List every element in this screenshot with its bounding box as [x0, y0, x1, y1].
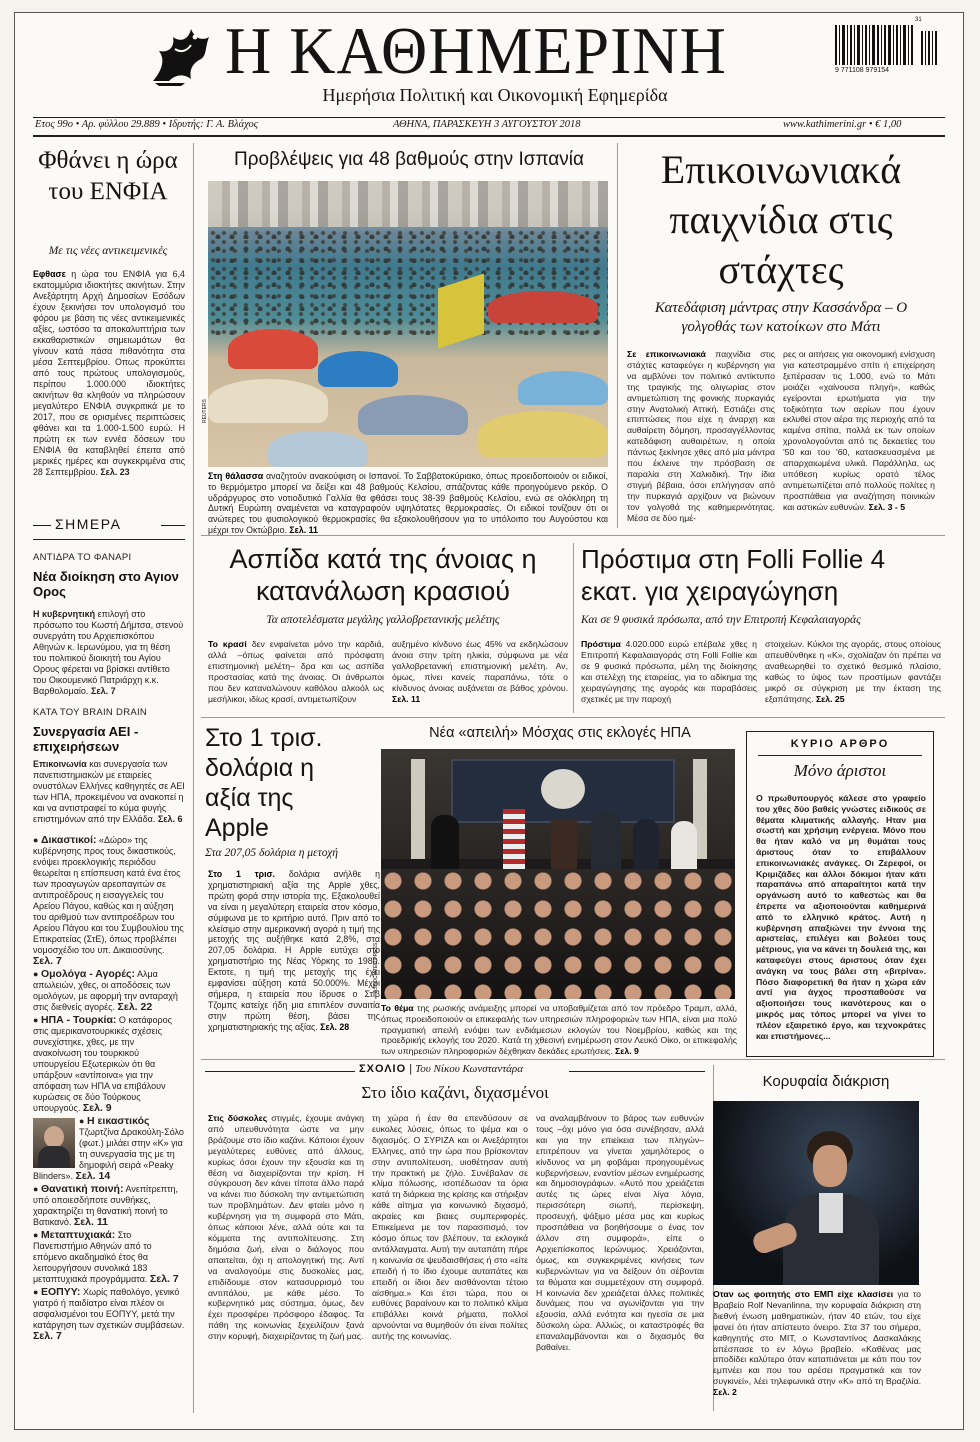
award-headline: Κορυφαία διάκριση: [762, 1073, 890, 1090]
today-rule-under: [33, 539, 185, 540]
editorial-label: ΚΥΡΙΟ ΑΡΘΡΟ: [790, 738, 890, 750]
wine-deck: Τα αποτελέσματα μεγάλης γαλλοβρετανικής μελέτης: [266, 614, 500, 626]
column-body-col3: να αναλαμβάνουν το βάρος των ευθυνών τους –όχι μόνο για όσα συνέβησαν, αλλά και για την επιείκεια των πληγών– επιτρέπουν να γίνεται χαμηλότερος ο κίνδυνος να μη φοβάμαι προηγουμένως κυβερνήσεων, εναντίον μέσων ενημέρωσης και δημοσιογράφων. «Αυτό που χρειάζεται αυτές τις ώρες είναι λίγα λόγια, περισσότερη σιωπή, περίσκεψη, προσευχή, ψάξιμο μέσα μας και κυρίως προσπάθεια να βοηθήσουμε ο ένας τον άλλον στη συμφορά», είπε ο Αρχιεπίσκοπος Ιερώνυμος. Χρειάζονται, όμως, και συγκεκριμένες κινήσεις των κυβερνώντων για να δείξουν ότι σέβονται τα θύματα και συμμετέχουν στη συμφορά. Η κοινωνία δεν χρειάζεται άλλες πολιτικές δυνάμεις που να αγωνίζονται για την εξουσία, αλλά ενότητα και ηγεσία σε μια δύσκολη ώρα. Αλλιώς, οι καταστροφές θα επαναλαμβάνονται και ο διχασμός θα βαθαίνει.: [536, 1113, 704, 1353]
award-caption: Οταν ως φοιτητής στο ΕΜΠ είχε κλασίσει για το Βραβείο Rolf Nevanlinna, την κορυφαία διάκριση στη διεθνή ένωση μαθηματικών, ήταν 40 ετών, του είχε φανεί ότι ήταν απίστευτο όνειρο. Στα 37 του σήμερα, καθηγητής στο MIT, ο Κωνσταντίνος Δασκαλάκης απέσπασε το εν λόγω βραβείο. «Καθένας μας αποδίδει καλύτερο όταν καταπιάνεται με κάτι που τον εμπνέει και που του αρέσει πραγματικά και τον συγκινεί», λέει τηλεφωνικά στην «Κ» από τη Βραζιλία. Σελ. 2: [713, 1289, 921, 1398]
lead-enfia-body: Εφθασε η ώρα του ΕΝΦΙΑ για 6,4 εκατομμύρια ιδιοκτήτες ακινήτων. Στην Ανεξάρτητη Αρχή Δημοσίων Εσόδων έχουν ξεκινήσει τον υπολογισμό του φόρου με βάση τις νέες αντικειμενικές αξίες, ωστόσο τα αποκαλυπτήρια των εκκαθαριστικών σημειωμάτων θα γίνουν κατά πάσα πιθανότητα στα μέσα Σεπτεμβρίου. Οπως προκύπτει από τους πρώτους υπολογισμούς, περίπου 1.000.000 ιδιοκτήτες ακινήτων θα κληθούν να πληρώσουν μεγαλύτερο ΕΝΦΙΑ συγκριτικά με το 2017, που σε ορισμένες περιπτώσεις φθάνει και τα 1.000-1.500 ευρώ. Η πρώτη εκ των εννέα δόσεων του ΕΝΦΙΑ θα καταβληθεί έπειτα από μερικές ημέρες και συγκεκριμένα στις 28 Σεπτεμβρίου. Σελ. 23: [33, 269, 185, 477]
barcode-number: 9 771108 979154: [835, 67, 889, 74]
masthead-rule-top: [33, 117, 945, 118]
moscow-caption: Το θέμα της ρωσικής ανάμειξης μπορεί να υποβαθμίζεται από τον πρόεδρο Τραμπ, αλλά, όπως προειδοποιούν οι επικεφαλής των υπηρεσιών πληροφοριών των ΗΠΑ, είναι μια πολύ πραγματική απειλή ενόψει των ενδιάμεσων εκλογών του Νοεμβρίου, καθώς και της προεδρικής εκλογής του 2020. Κατά τη χθεσινή ενημέρωση στον Λευκό Οίκο, οι επικεφαλής των υπηρεσιών πληροφοριών δέχθηκαν δεκάδες ερωτήσεις. Σελ. 9: [381, 1003, 738, 1057]
lead-enfia-deck: Με τις νέες αντικειμενικές: [48, 245, 168, 257]
editorial-body: Ο πρωθυπουργός κάλεσε στο γραφείο του χθες δύο βαθείς γνώστες ειδικούς σε θέματα κλιματικής αλλαγής. Ηταν μια σωστή και χρήσιμη ενέργεια. Μόνο που θα ήταν καλό να μη θυμάται τους άριστους όταν το επιβάλλουν επικοινωνιακές ανάγκες. Οι Ζερεφοί, οι Κριμιζάδες και άλλοι δόκιμοι ήταν κάτι παραπάνω από απαραίτητοι κατά την οργάνωση αυτό το καθεστώς και θα έπρεπε να αξιοποιούνται καθημερινά από το ελληνικό κράτος. Αυτή η κυβέρνηση απαξιώνει την έννοια της αριστείας, επιλέγει και βολεύει τους μέτριους, για να κάνει τη δουλειά της, και καταφεύγει στους άριστους όταν έχει ανάγκη να τους βάλει στη «βιτρίνα». Πόσο διαφορετική θα ήταν η χώρα εάν αντί για άγχος προσπαθούσε να αξιοποιήσει τους ικανότερους και ο μικρός μας τόπος μπορεί να γίνει το πλέον εξαιρετικό έργο, και τεχνοκράτες και επιστήμονες...: [756, 793, 926, 1041]
folli-body-col2: στοιχείων. Κύκλοι της αγοράς, στους οποίους απευθύνθηκε η «Κ», σχολίαζαν ότι πρέπει να αναθεωρηθεί το σχετικό θεσμικό πλαίσιο, καθώς το ύψος των προστίμων φαντάζει μικρό σε σύγκριση με την έκταση της εξαπάτησης. Σελ. 25: [765, 639, 941, 704]
brief-item: ● Ομολόγα - Αγορές: Αλμα απωλειών, χθες, οι αποδόσεις των ομολόγων, με αφορμή την ανταραχή στις διεθνείς αγορές. Σελ. 22: [33, 968, 178, 1013]
brief-list: [33, 835, 185, 1342]
kicker-mount-athos: ΑΝΤΙΔΡΑ ΤΟ ΦΑΝΑΡΙ: [33, 552, 132, 563]
issue-price: www.kathimerini.gr • € 1,00: [783, 119, 902, 130]
row3-bottom-rule: [201, 1059, 945, 1060]
lead-enfia-title: Φθάνει η ώρα του ΕΝΦΙΑ: [38, 147, 178, 205]
wine-headline: Ασπίδα κατά της άνοιας η κατανάλωση κρασιού: [229, 544, 537, 606]
barcode-issue: 31: [915, 17, 922, 23]
folli-deck: Και σε 9 φυσικά πρόσωπα, από την Επιτροπή Κεφαλαιαγοράς: [581, 614, 861, 626]
title-brain-drain: Συνεργασία ΑΕΙ - επιχειρήσεων: [33, 724, 139, 754]
body-brain-drain: Επικοινωνία και συνεργασία των πανεπιστημιακών με εταιρείες ονυστόλων Ελλήνες καθηγητές σε ΑΕΙ των ΗΠΑ, προκειμένου να ανακοπεί η και να αντιστραφεί το κύμα φυγής επιστημόνων από την Ελλάδα. Σελ. 6: [33, 759, 185, 824]
brief-item: ● ΗΠΑ - Τουρκία: Ο κατάφορος στις αμερικανοτουρκικές σχέσεις συνεχίστηκε, χθες, με την ανακοίνωση του τουρκικού υπουργείου Εξωτερικών ότι θα υπάρξουν «αντίποινα» για την απόφαση των ΗΠΑ να επιβάλουν κυρώσεις σε δύο Τούρκους υπουργούς. Σελ. 9: [33, 1014, 172, 1114]
masthead-logo-icon: [145, 19, 215, 87]
column-body-col2: τη χώρα ή έαν θα επενδύσουν σε ευκολες λύσεις, όπως το ψέμα και ο διχασμός. Ο ΣΥΡΙΖΑ και οι Ανεξάρτητοι Ελληνες, από την ώρα που βρίσκονταν στην αντιπολίτευση, υιοθέτησαν αυτή την πρακτική με ζήλο. Συνέβαλαν σε κλίμα πόλωσης, ισοπέδωσαν τα όρια κατά τη διάρκεια της κρίσης και στήριξαν κάθε αίτημα για κοινωνικό διχασμό, ακραίες και βιαιες συμπεριφορές. Επικείμενα με τον παρασιτισμό, τον κόσμο όπως τον βλέπουν, τα εκλογικά αντάλλαγματα. Αυτή την αυταπάτη πήρε η κοινωνία σε ψευδαισθήσεις ή στο «είτε επειδή ή το ίδιο έχουμε αυταπάτες και επειδή οι ίδιοι δεν αισθάνονται τέτοιο αίσθημα.» Και έτσι τώρα, που οι ευθύνες βαραίνουν και το πολιτικό κλίμα επιβάλλει κοινά ρήματα, πολλοί αρνούνται να θυμηθούν ότι είναι πολίτες αυτής της κοινωνίας.: [372, 1113, 528, 1342]
white-house-briefing-photo: [381, 749, 735, 999]
newspaper-front-page: [14, 12, 964, 1430]
column-title: Στο ίδιο καζάνι, διχασμένοι: [361, 1083, 549, 1102]
fires-body-col1: Σε επικοινωνιακά παιχνίδια στις στάχτες καταφεύγει η κυβέρνηση για να αμβλύνει τον πολιτικό αντίκτυπο της τραγικής της ολιγωρίας στον αντιμετώπιση της φονικής πυρκαγιάς στην Ανατολική Αττική. Εστιάζει στις επιπτώσεις που είχε η άναρχη και αυθαίρετη δόμηση, προσαγγέλλοντας κατεδάφιση αυθαιρέτων, η οποία πάντως ξεκίνησε χθες από μία μάντρα που έκλεινε την πρόσβαση σε παραλία στη Χαλκιδική. Την ίδια στιγμή βέβαια, όσοι επλήγησαν από την πυρκαγιά αρχίζουν να βιώνουν τον γολγοθά της καθημερινότητας. Μέσα σε δύο ημέ-: [627, 349, 775, 523]
fires-deck: Κατεδάφιση μάντρας στην Κασσάνδρα – Ο γολγοθάς των κατοίκων στο Μάτι: [654, 300, 908, 335]
wine-right-divider: [573, 543, 574, 713]
spain-right-divider: [617, 143, 618, 528]
moscow-photo-credit: ASSOCIATED PRESS: [373, 942, 379, 993]
folli-body-col1: Πρόστιμα 4.020.000 ευρώ επέβαλε χθες η Επιτροπή Κεφαλαιαγοράς στη Folli Follie και σε 9 φυσικά πρόσωπα, μέλη της διοίκησης και στελέχη της εταιρείας, για το αδίκημα της χειραγώγησης της αγοράς και παραβάσεις σχετικές με την παροχή: [581, 639, 757, 704]
column-rule-left: [205, 1071, 355, 1072]
folli-headline: Πρόστιμα στη Folli Follie 4 εκατ. για χειραγώγηση: [581, 544, 886, 606]
body-mount-athos: Η κυβερνητική επιλογή στο πρόσωπο του Κωστή Δήμτσα, στενού συνεργάτη του Αρχιεπισκόπου Αθηνών κ. Ιερωνύμου, για τη θέση του πολιτικού διοικητή του Αγίου Ορους φέρεται να βρίσκει αντίθετο του Οικουμενικό Πατριάρχη κ.κ. Βαρθολομαίο. Σελ. 7: [33, 609, 184, 696]
apple-deck: Στα 207,05 δολάρια η μετοχή: [205, 847, 338, 859]
brief-item: ● Θανατική ποινή: Ανεπίτρεπτη, υπό οποιεσδήποτε συνθήκες, χαρακτηρίζει τη θανατική ποινή το Βατικανό. Σελ. 11: [33, 1183, 179, 1228]
spain-caption: Στη θάλασσα αναζητούν ανακούφιση οι Ισπανοί. Το Σαββατοκύριακο, όπως προειδοποιούν οι ειδικοί, το θερμόμετρο μπορεί να δείξει και 48 βαθμούς Κελσίου, σπάζοντας κάθε προηγούμενο ρεκόρ. Ο υδράργυρος στο νοτιοδυτικό Γαλλία θα φθάσει τους 38-39 βαθμούς Κελσίου, ενώ σε ολόκληρη τη Δυτική Ευρώπη αναμένεται να καταγραφούν υψηλότατες θερμοκρασίες. Οι ειδικοί τονίζουν ότι οι ανώτερες του φυσιολογικού θερμοκρασίες θα εξακολουθήσουν για το υπόλοιπο του Αυγούστου και μέχρι τον Οκτώβριο. Σελ. 11: [208, 471, 609, 535]
wine-body-col2: αυξημένο κίνδυνο έως 45% να εκδηλώσουν άνοια στην τρίτη ηλικία, σύμφωνα με νέα γαλλοβρετανική επιστημονική μελέτη. Αν, όμως, πίνει κανείς παραπάνω, τότε ο κίνδυνος άνοιας αυξάνεται σε βάθος χρόνου. Σελ. 11: [392, 639, 568, 704]
today-rule-right: [161, 525, 185, 526]
column-body-col1: Στις δύσκολες στιγμές, έχουμε ανάγκη από υπευθυνότητα ώστε να μην βράζουμε στο ίδιο καζάνι. Κάποιοι έχουν μεγαλύτερες ευθύνες από άλλους, κυρίως όσοι έχουν την εξουσία και τη θέση να διαχειρίζονται την κρίση. Η σύγκρουση δεν κάνει τίποτα άλλο παρά να κάνει πιο δύσκολη την αντιμετώπιση των προβλημάτων. Δεν φταίει μόνο η κυβέρνηση για τη συμφορά στο Μάτι, όπως κάποιοι λένε, αλλά ούτε και τα κόμματα της αντιπολίτευσης. Στη δημόσια ζωή, είναι ο διάλογος που απαιτείται, όχι η απολογητική της. Αντί να αναλογούμε στις δυσκολίες μας, επιδίδουμε στον κατασυρρισμό του αντιπάλου, με κάθε μέσο. Το κυβερνητικό μας σύστημα, όμως, δεν έχει προσφέρει πρόσφορο έδαφος. Τα πάθη της κοινωνίας ξεχειλίζουν ξανά στην κορυφή, διαχειρίζοντας τη ζωή μας.: [208, 1113, 364, 1342]
today-label: ΣΗΜΕΡΑ: [55, 516, 122, 532]
left-column-divider: [193, 143, 194, 1413]
fires-body-col2: ρες οι αιτήσεις για οικονομική ενίσχυση για κατεστραμμένο σπίτι ή επιχείρηση ξεπέρασαν τις 1.000, ενώ το Μάτι μοιάζει «χαίνουσα πληγή», καθώς εγείρονται ερωτήματα για την τοξικότητα των αερίων που έχουν εκλυθεί στον αέρα της περιοχής από τα καμένα σπίτια, πολλά εκ των οποίων χρονολογούνται από τις δεκαετίες του '50 και του '60, κατασκευασμένα με απαρχαιωμένα υλικά. Παράλληλα, ως υπόθεση κυρίως ορατό τέλος αντιμετωπίζεται από πολλούς πολίτες η προσπάθεια για αναζήτηση ποινικών και αστικών ευθυνών. Σελ. 3 - 5: [783, 349, 935, 512]
editorial-title: Μόνο άριστοι: [793, 761, 887, 780]
brief-item: ● ΕΟΠΥΥ: Χωρίς παθολόγο, γενικό γιατρό ή παιδίατρο είναι πλέον οι ασφαλισμένοι του ΕΟΠΥΥ, μετά την κατάργηση των σχετικών συμβάσεων. Σελ. 7: [33, 1286, 185, 1342]
apple-headline: Στο 1 τρισ. δολάρια η αξία της Apple: [205, 724, 323, 842]
brief-item: ● Μεταπτυχιακά: Στο Πανεπιστήμιο Αθηνών από το επόμενο ακαδημαϊκό έτος θα λειτουργήσουν συνολικά 183 μεταπτυχιακά προγράμματα. Σελ. 7: [33, 1229, 179, 1285]
fires-headline: Επικοινωνιακά παιχνίδια στις στάχτες: [660, 147, 902, 292]
spain-headline: Προβλέψεις για 48 βαθμούς στην Ισπανία: [234, 149, 584, 170]
column-rule-right: [569, 1071, 705, 1072]
apple-body: Στο 1 τρισ. δολάρια ανήλθε η χρηματιστηριακή αξία της Apple χθες, πρώτη φορά στην ιστορία της. Εξακολουθεί να είναι η μεγαλύτερη εταιρεία στον κόσμο, σύμφωνα με το κριτήριο αυτό. Πριν από το κλείσιμο στην αμερικανική αγορά η τιμή της μετοχής της αυξήθηκε κατά 2,8%, στα 207,05 δολάρια. Η Apple ευτύχει στο χρηματιστήριο της Νέας Υόρκης το 1980. Εκτοτε, η τιμή της μετοχής της έχει εμφανίσει αύξηση κατά 50.000%. Μέχρι σήμερα, η εταιρεία που ίδρυσε ο Στιβ Τζομπς κατείχε ήδη μια επιπλέον συναιτία στην πρώτη θέση, βάσει της χρηματιστηριακής της αξίας. Σελ. 28: [208, 869, 380, 1032]
brief-item-with-photo: ● Η εικαστικός Τζωρτζίνα Δρακούλη-Σόλο (φωτ.) μιλάει στην «Κ» για τη συνεργασία της με τη δημοφιλή σειρά «Peaky Blinders». Σελ. 14: [33, 1116, 184, 1182]
moscow-headline: Νέα «απειλή» Μόσχας στις εκλογές ΗΠΑ: [429, 725, 691, 741]
row2-bottom-rule: [201, 717, 945, 718]
issue-date: ΑΘΗΝΑ, ΠΑΡΑΣΚΕΥΗ 3 ΑΥΓΟΥΣΤΟΥ 2018: [393, 119, 581, 130]
daskalakis-portrait-photo: [713, 1101, 919, 1285]
spain-photo-credit: REUTERS: [202, 399, 208, 423]
row1-bottom-rule: [201, 535, 945, 536]
kicker-brain-drain: ΚΑΤΑ ΤΟΥ BRAIN DRAIN: [33, 707, 148, 718]
issue-info: Ετος 99ο • Αρ. φύλλου 29.889 • Ιδρυτής: Γ. Α. Βλάχος: [35, 119, 259, 130]
brief-item: ● Δικαστικοί: «Δώρο» της κυβέρνησης προς τους δικαστικούς, ενόψει προεκλογικής περιόδου θεωρείται η επίσπευση κατά ένα έτος των προαγωγών αρεοπαγιτών σε αντιπροέδρους η εισαγγελείς του Αρείου Πάγου, καθώς και η αύξηση του αριθμού των αντιπροέδρων του Αρείου Πάγου και του Συμβουλίου της Επικρατείας (ΣτΕ), όπως προβλέπει νομοσχέδιο του υπ. Δικαιοσύνης. Σελ. 7: [33, 834, 184, 967]
artist-portrait-image: [33, 1118, 75, 1168]
wine-body-col1: Το κρασί δεν ενφαίνεται μόνο την καρδιά, αλλά –όπως φαίνεται από πρόσφατη επιστημονική μελέτη– δρα και ως ασπίδα προστασίας κατά της άνοιας. Οι άνθρωποι που δεν καταναλώνουν καθόλου αλκοόλ ως μεσήλικοι, ιδίως κρασί, αντιμετωπίζουν: [208, 639, 384, 704]
masthead-subtitle: Ημερήσια Πολιτική και Οικονομική Εφημερίδα: [322, 85, 668, 105]
masthead-rule-bottom: [33, 135, 945, 137]
today-rule-left: [33, 525, 51, 526]
barcode-image: [833, 23, 943, 73]
masthead-title: Η ΚΑΘΗΜΕΡΙΝΗ: [225, 13, 727, 88]
spain-beach-photo: [208, 181, 608, 467]
column-label: ΣΧΟΛΙΟ | Του Νίκου Κωνσταντάρα: [359, 1063, 523, 1075]
editorial-label-rule: [758, 755, 922, 756]
title-mount-athos: Νέα διοίκηση στο Αγιον Ορος: [33, 569, 179, 599]
